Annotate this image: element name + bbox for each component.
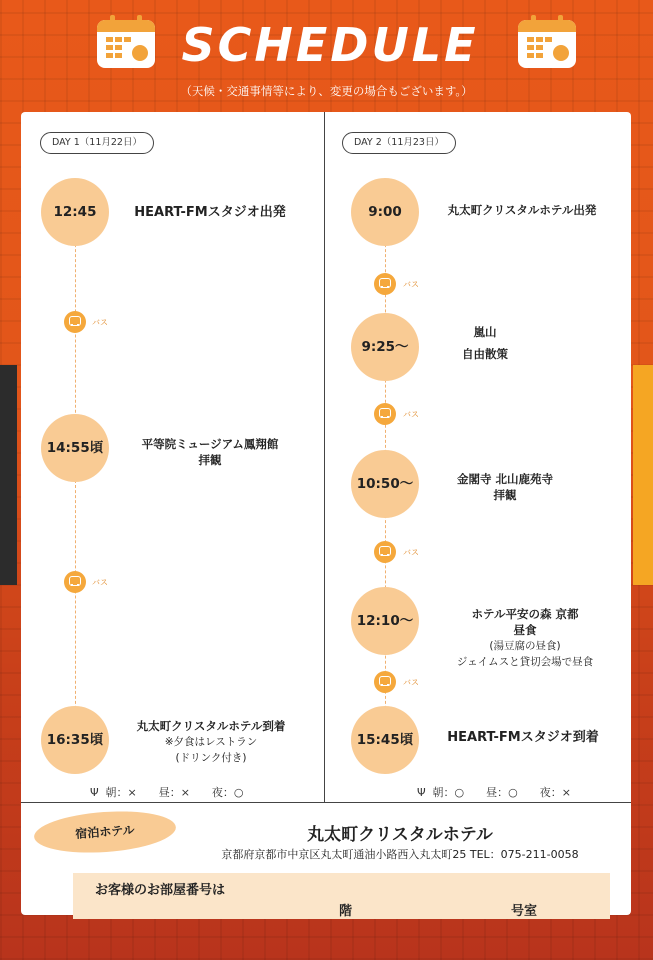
day2-event-3: 金閣寺 北山鹿苑寺 拝観 (456, 472, 553, 502)
section-divider (21, 802, 631, 803)
day2-time-4: 12:10〜 (351, 587, 419, 655)
day2-time-1: 9:00 (351, 178, 419, 246)
calendar-icon (518, 20, 576, 68)
day1-event-1: HEART-FMスタジオ出発 (134, 205, 286, 220)
day1-time-1: 12:45 (41, 178, 109, 246)
hotel-tag: 宿泊ホテル (33, 807, 177, 857)
room-unit: 号室 (511, 904, 538, 919)
bus-label: バス (403, 678, 419, 687)
day1-time-3: 16:35頃 (41, 706, 109, 774)
bus-icon (374, 541, 396, 563)
bus-label: バス (403, 410, 419, 419)
floor-unit: 階 (339, 904, 353, 919)
header (0, 0, 653, 110)
column-divider (324, 112, 325, 802)
bus-label: バス (92, 578, 108, 587)
day1-meals: Ψ 朝：× 昼：× 夜：○ (90, 786, 244, 799)
hotel-name: 丸太町クリスタルホテル (307, 825, 493, 845)
calendar-icon (97, 20, 155, 68)
bus-label: バス (403, 280, 419, 289)
fork-knife-icon: Ψ (417, 786, 426, 799)
bus-icon (374, 403, 396, 425)
day2-event-4: ホテル平安の森 京都 昼食 (湯豆腐の昼食) ジェイムスと貸切会場で昼食 (456, 607, 594, 668)
day2-badge: DAY 2（11月23日） (342, 132, 456, 154)
day1-badge: DAY 1（11月22日） (40, 132, 154, 154)
room-number-box (73, 873, 610, 919)
hotel-address: 京都府京都市中京区丸太町通油小路西入丸太町25 TEL：075-211-0058 (221, 848, 579, 861)
room-label: お客様のお部屋番号は (95, 883, 226, 898)
day2-time-2: 9:25〜 (351, 313, 419, 381)
bus-label: バス (403, 548, 419, 557)
day2-event-5: HEART-FMスタジオ到着 (447, 730, 599, 745)
day2-meals: Ψ 朝：○ 昼：○ 夜：× (417, 786, 571, 799)
page-title: SCHEDULE (181, 18, 479, 72)
right-side-band (633, 365, 653, 585)
bus-icon (374, 671, 396, 693)
bus-icon (374, 273, 396, 295)
day2-time-5: 15:45頃 (351, 706, 419, 774)
bus-icon (64, 311, 86, 333)
day2-event-2: 嵐山 自由散策 (462, 325, 508, 361)
day2-time-3: 10:50〜 (351, 450, 419, 518)
day2-event-1: 丸太町クリスタルホテル出発 (447, 203, 597, 217)
bus-icon (64, 571, 86, 593)
fork-knife-icon: Ψ (90, 786, 99, 799)
page-subtitle: （天候・交通事情等により、変更の場合もございます。） (180, 84, 473, 98)
left-side-band (0, 365, 17, 585)
day1-time-2: 14:55頃 (41, 414, 109, 482)
day1-event-3: 丸太町クリスタルホテル到着 ※夕食はレストラン (ドリンク付き) (136, 719, 286, 764)
day1-event-2: 平等院ミュージアム鳳翔館 拝観 (141, 437, 279, 467)
bus-label: バス (92, 318, 108, 327)
